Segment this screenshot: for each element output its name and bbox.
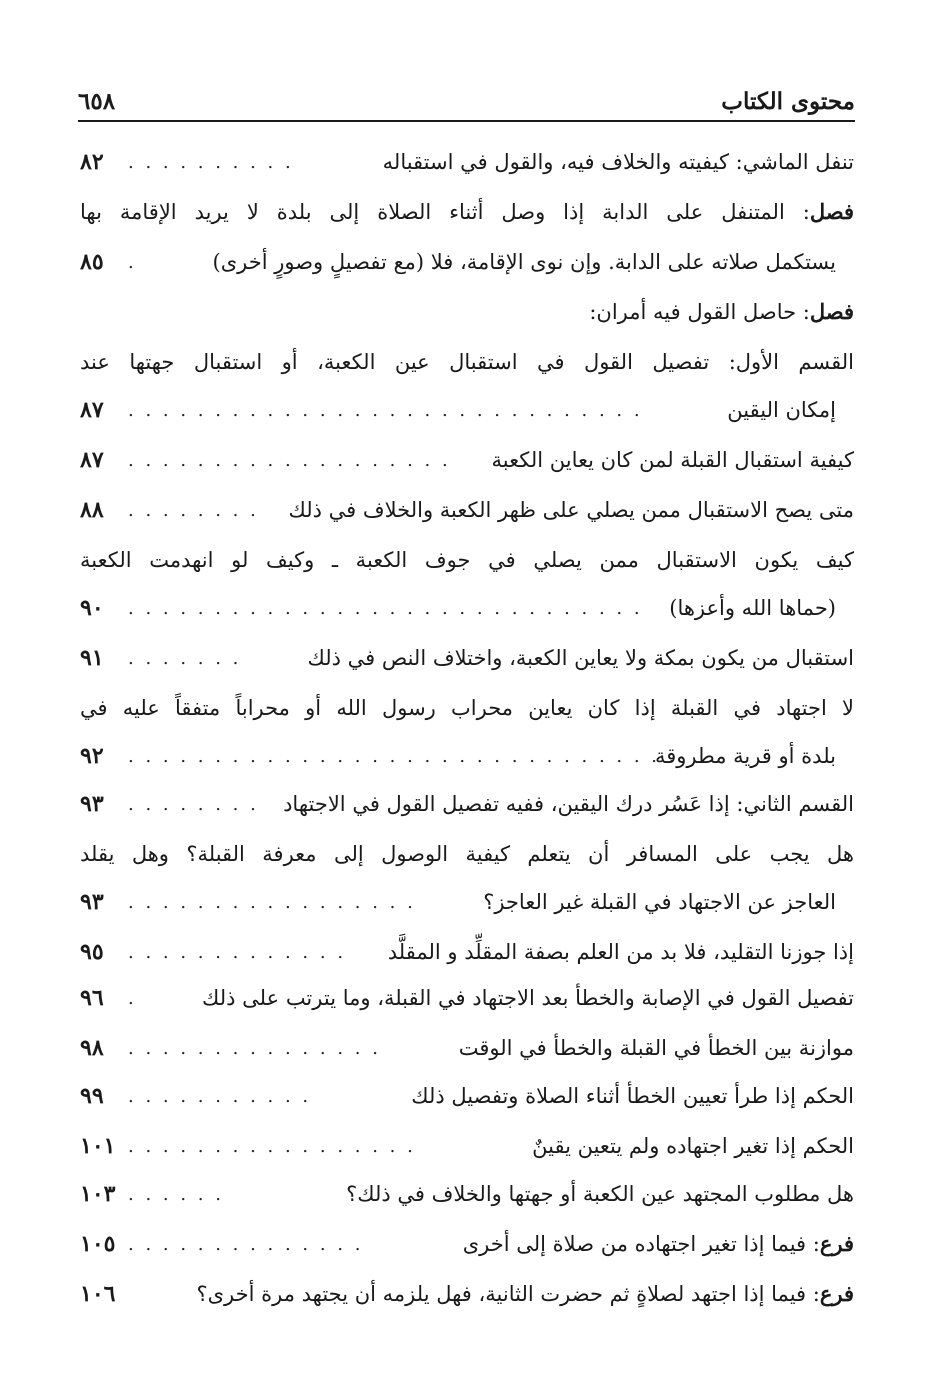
entry-page: ٩٢ [80,743,104,769]
entry-page: ٨٢ [80,149,104,175]
toc-entry[interactable] [80,1074,854,1120]
entry-text: بلدة أو قرية مطروقة [654,744,836,768]
entry-text: موازنة بين الخطأ في القبلة والخطأ في الوقت [458,1036,854,1060]
dot-leader: . . . . . . . . . . . . . . [128,1234,364,1255]
entry-text: فصل: المتنفل على الدابة إذا وصل أثناء الصلاة إلى بلدة لا يريد الإقامة بها [80,199,854,224]
toc-entry[interactable] [80,438,854,484]
entry-page: ٩١ [80,645,104,671]
page-header [78,86,855,122]
dot-leader: . [128,988,137,1009]
entry-text: فصل: حاصل القول فيه أمران: [589,299,854,324]
toc-entry[interactable] [80,1026,854,1072]
entry-text: الحكم إذا تغير اجتهاده ولم يتعين يقينٌ [532,1134,854,1158]
entry-text: هل مطلوب المجتهد عين الكعبة أو جهتها والخلاف في ذلك؟ [346,1182,854,1206]
entry-text-body: فيما إذا تغير اجتهاده من صلاة إلى أخرى [462,1232,807,1256]
entry-text: يستكمل صلاته على الدابة. وإن نوى الإقامة، فلا (مع تفصيلٍ وصورٍ أخرى) [212,250,836,274]
page-number: ٦٥٨ [78,88,116,115]
entry-page: ٩٩ [80,1083,104,1109]
dot-leader: . . . . . . . . . . . . . [128,942,347,963]
entry-text: الحكم إذا طرأ تعيين الخطأ أثناء الصلاة وتفصيل ذلك [411,1084,854,1108]
entry-text: متى يصح الاستقبال ممن يصلي على ظهر الكعبة والخلاف في ذلك [288,498,854,522]
entry-prefix: فرع [819,1281,854,1306]
entry-page: ١٠٦ [80,1281,116,1307]
toc-entry[interactable] [80,586,854,632]
entry-prefix: فصل [809,299,854,324]
dot-leader: . . . . . . . [128,648,242,669]
toc-entry[interactable] [80,388,854,434]
toc-entry[interactable] [80,190,854,236]
entry-text-body: فيما إذا اجتهد لصلاةٍ ثم حضرت الثانية، فهل يلزمه أن يجتهد مرة أخرى؟ [196,1282,807,1306]
entry-text: إذا جوزنا التقليد، فلا بد من العلم بصفة المقلِّد و المقلَّد [387,940,854,964]
toc-entry[interactable] [80,538,854,584]
entry-text: استقبال من يكون بمكة ولا يعاين الكعبة، واختلاف النص في ذلك [307,646,854,670]
entry-prefix: فصل [809,199,854,224]
dot-leader: . . . . . . [128,1184,224,1205]
entry-page: ٩٥ [80,939,104,965]
toc-entry[interactable] [80,340,854,386]
dot-leader: . . . . . . . . . . . . . . . . . . . . . . . . . . . . . . [128,400,643,421]
dot-leader: . . . . . . . . [128,794,259,815]
entry-prefix: فرع [819,1231,854,1256]
entry-page: ٩٦ [80,985,104,1011]
dot-leader: . . . . . . . . . . . [128,1086,312,1107]
dot-leader: . . . . . . . . . . . . . . . . . . . . . . . . . . . . . . [128,598,643,619]
entry-text: (حماها الله وأعزها) [669,596,836,620]
entry-text: فرع: فيما إذا تغير اجتهاده من صلاة إلى أخرى [462,1231,854,1256]
dot-leader: . . . . . . . . [128,500,259,521]
toc-entry[interactable] [80,1222,854,1268]
toc-entry[interactable] [80,930,854,976]
entry-text: كيفية استقبال القبلة لمن كان يعاين الكعبة [491,448,854,472]
entry-page: ١٠١ [80,1133,116,1159]
entry-text: العاجز عن الاجتهاد في القبلة غير العاجز؟ [483,890,836,914]
toc-entry[interactable] [80,240,854,286]
entry-page: ٨٧ [80,397,104,423]
dot-leader: . . . . . . . . . . [128,152,294,173]
toc-entry[interactable] [80,734,854,780]
toc-entry[interactable] [80,636,854,682]
entry-page: ١٠٥ [80,1231,116,1257]
dot-leader: . . . . . . . . . . . . . . . [128,1038,381,1059]
toc-entry[interactable] [80,880,854,926]
dot-leader: . . . . . . . . . . . . . . . . . [128,892,416,913]
entry-text: تفصيل القول في الإصابة والخطأ بعد الاجتهاد في القبلة، وما يترتب على ذلك [202,986,854,1010]
entry-text: القسم الأول: تفصيل القول في استقبال عين الكعبة، أو استقبال جهتها عند [80,350,854,374]
toc-entry[interactable] [80,140,854,186]
entry-text-body: حاصل القول فيه أمران: [589,300,797,324]
toc-entry[interactable] [80,1272,854,1318]
toc-entry[interactable] [80,290,854,336]
toc-entry[interactable] [80,782,854,828]
entry-page: ٨٨ [80,497,104,523]
entry-text: تنفل الماشي: كيفيته والخلاف فيه، والقول في استقباله [382,150,854,174]
entry-text: فرع: فيما إذا اجتهد لصلاةٍ ثم حضرت الثانية، فهل يلزمه أن يجتهد مرة أخرى؟ [196,1281,854,1306]
entry-page: ١٠٣ [80,1181,116,1207]
toc-entry[interactable] [80,1172,854,1218]
entry-page: ٨٧ [80,447,104,473]
entry-text: لا اجتهاد في القبلة إذا كان يعاين محراب رسول الله أو محراباً متفقاً عليه في [80,696,854,720]
dot-leader: . [128,252,137,273]
toc-entry[interactable] [80,686,854,732]
entry-text-body: المتنفل على الدابة إذا وصل أثناء الصلاة إلى بلدة لا يريد الإقامة بها [80,200,785,224]
entry-text: كيف يكون الاستقبال ممن يصلي في جوف الكعبة ـ وكيف لو انهدمت الكعبة [80,548,854,572]
toc-entry[interactable] [80,1124,854,1170]
entry-text: هل يجب على المسافر أن يتعلم كيفية الوصول إلى معرفة القبلة؟ وهل يقلد [80,842,854,866]
entry-page: ٩٠ [80,595,104,621]
entry-page: ٨٥ [80,249,104,275]
toc-entry[interactable] [80,832,854,878]
dot-leader: . . . . . . . . . . . . . . . . . . . [128,450,451,471]
entry-page: ٩٣ [80,791,104,817]
entry-text: القسم الثاني: إذا عَسُر درك اليقين، ففيه تفصيل القول في الاجتهاد [283,792,854,816]
toc-entry[interactable] [80,976,854,1022]
toc-entry[interactable] [80,488,854,534]
running-title: محتوى الكتاب [721,88,855,115]
entry-page: ٩٣ [80,889,104,915]
dot-leader: . . . . . . . . . . . . . . . . . . . . . . . . . . . . . . . . [128,746,678,767]
entry-text: إمكان اليقين [727,398,836,422]
entry-page: ٩٨ [80,1035,104,1061]
dot-leader: . . . . . . . . . . . . . . . . . [128,1136,416,1157]
